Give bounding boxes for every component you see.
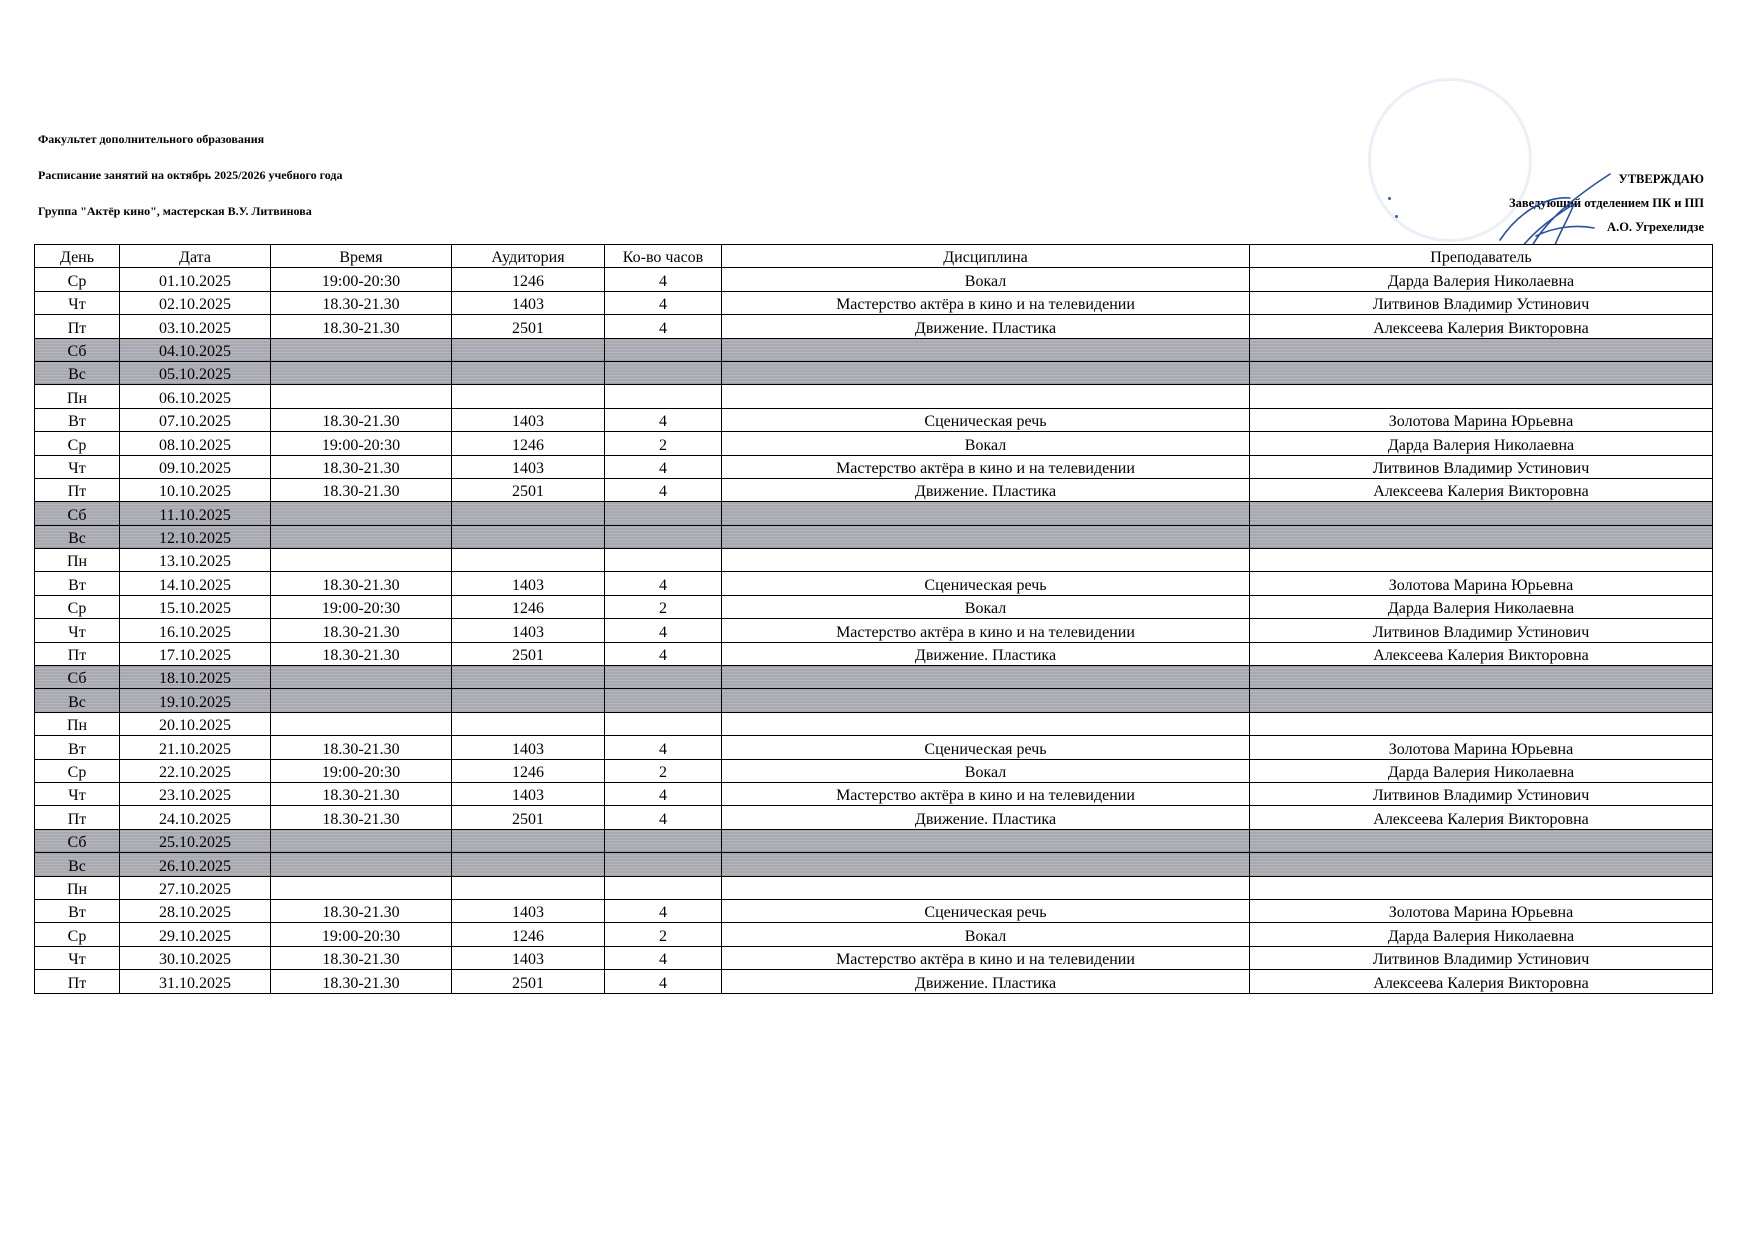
cell-room: 1403: [452, 291, 605, 314]
stamp-dot: [1395, 215, 1398, 218]
cell-room: 1246: [452, 268, 605, 291]
cell-time: 18.30-21.30: [271, 315, 452, 338]
table-row: [35, 361, 1713, 384]
cell-teacher: [1250, 853, 1713, 876]
cell-date: 01.10.2025: [120, 268, 271, 291]
cell-room: [452, 502, 605, 525]
cell-room: [452, 876, 605, 899]
cell-hours: 2: [605, 432, 722, 455]
cell-subject: Вокал: [722, 432, 1250, 455]
cell-date: 19.10.2025: [120, 689, 271, 712]
cell-hours: 4: [605, 946, 722, 969]
cell-hours: 4: [605, 642, 722, 665]
cell-day: Чт: [35, 619, 120, 642]
group-title: Группа "Актёр кино", мастерская В.У. Литвинова: [38, 204, 312, 218]
cell-teacher: Золотова Марина Юрьевна: [1250, 736, 1713, 759]
col-header-teacher: Преподаватель: [1250, 245, 1713, 268]
cell-time: [271, 385, 452, 408]
cell-teacher: Литвинов Владимир Устинович: [1250, 619, 1713, 642]
cell-subject: [722, 502, 1250, 525]
cell-date: 16.10.2025: [120, 619, 271, 642]
cell-room: 1403: [452, 408, 605, 431]
cell-date: 12.10.2025: [120, 525, 271, 548]
cell-hours: 4: [605, 291, 722, 314]
cell-room: 2501: [452, 970, 605, 993]
cell-hours: 2: [605, 595, 722, 618]
cell-hours: 4: [605, 970, 722, 993]
table-row: [35, 736, 1713, 759]
cell-date: 25.10.2025: [120, 829, 271, 852]
cell-room: 1403: [452, 572, 605, 595]
cell-teacher: [1250, 361, 1713, 384]
cell-teacher: Литвинов Владимир Устинович: [1250, 291, 1713, 314]
cell-teacher: Алексеева Калерия Викторовна: [1250, 315, 1713, 338]
cell-room: 1246: [452, 432, 605, 455]
cell-date: 27.10.2025: [120, 876, 271, 899]
cell-date: 03.10.2025: [120, 315, 271, 338]
cell-teacher: Дарда Валерия Николаевна: [1250, 595, 1713, 618]
cell-subject: Сценическая речь: [722, 408, 1250, 431]
cell-date: 07.10.2025: [120, 408, 271, 431]
cell-date: 30.10.2025: [120, 946, 271, 969]
cell-day: Чт: [35, 455, 120, 478]
cell-subject: [722, 338, 1250, 361]
cell-subject: Сценическая речь: [722, 899, 1250, 922]
cell-time: 19:00-20:30: [271, 268, 452, 291]
cell-time: [271, 689, 452, 712]
table-row: [35, 455, 1713, 478]
cell-time: 18.30-21.30: [271, 970, 452, 993]
schedule-body: [35, 268, 1713, 993]
cell-hours: 4: [605, 268, 722, 291]
cell-time: [271, 549, 452, 572]
cell-date: 23.10.2025: [120, 782, 271, 805]
table-row: [35, 291, 1713, 314]
cell-day: Пт: [35, 478, 120, 501]
cell-room: [452, 385, 605, 408]
cell-subject: Вокал: [722, 923, 1250, 946]
table-row: [35, 853, 1713, 876]
cell-teacher: [1250, 829, 1713, 852]
cell-teacher: Дарда Валерия Николаевна: [1250, 432, 1713, 455]
cell-day: Пт: [35, 642, 120, 665]
cell-subject: [722, 712, 1250, 735]
cell-date: 14.10.2025: [120, 572, 271, 595]
cell-day: Чт: [35, 291, 120, 314]
cell-date: 08.10.2025: [120, 432, 271, 455]
table-row: [35, 502, 1713, 525]
cell-day: Пт: [35, 315, 120, 338]
cell-time: [271, 525, 452, 548]
table-row: [35, 782, 1713, 805]
cell-time: [271, 338, 452, 361]
cell-hours: 4: [605, 782, 722, 805]
cell-time: [271, 853, 452, 876]
cell-date: 10.10.2025: [120, 478, 271, 501]
cell-teacher: Алексеева Калерия Викторовна: [1250, 970, 1713, 993]
cell-hours: [605, 712, 722, 735]
cell-subject: [722, 549, 1250, 572]
cell-time: 19:00-20:30: [271, 432, 452, 455]
cell-time: 18.30-21.30: [271, 455, 452, 478]
cell-room: [452, 712, 605, 735]
cell-date: 20.10.2025: [120, 712, 271, 735]
cell-time: 18.30-21.30: [271, 642, 452, 665]
cell-date: 09.10.2025: [120, 455, 271, 478]
cell-teacher: Алексеева Калерия Викторовна: [1250, 806, 1713, 829]
cell-hours: [605, 385, 722, 408]
cell-date: 05.10.2025: [120, 361, 271, 384]
cell-hours: [605, 666, 722, 689]
cell-room: [452, 689, 605, 712]
cell-hours: [605, 361, 722, 384]
approval-title: УТВЕРЖДАЮ: [1618, 172, 1704, 186]
table-row: [35, 876, 1713, 899]
cell-day: Пн: [35, 712, 120, 735]
cell-teacher: Золотова Марина Юрьевна: [1250, 899, 1713, 922]
table-row: [35, 572, 1713, 595]
cell-hours: 4: [605, 619, 722, 642]
table-row: [35, 478, 1713, 501]
cell-day: Пн: [35, 549, 120, 572]
cell-hours: [605, 525, 722, 548]
cell-hours: [605, 689, 722, 712]
cell-time: 18.30-21.30: [271, 736, 452, 759]
cell-day: Ср: [35, 923, 120, 946]
cell-teacher: [1250, 712, 1713, 735]
cell-subject: Движение. Пластика: [722, 642, 1250, 665]
cell-day: Пт: [35, 970, 120, 993]
table-row: [35, 385, 1713, 408]
stamp-dot: [1388, 197, 1391, 200]
cell-subject: Мастерство актёра в кино и на телевидении: [722, 782, 1250, 805]
cell-hours: 4: [605, 315, 722, 338]
cell-day: Чт: [35, 782, 120, 805]
cell-day: Ср: [35, 595, 120, 618]
cell-date: 21.10.2025: [120, 736, 271, 759]
cell-subject: Движение. Пластика: [722, 315, 1250, 338]
faculty-title: Факультет дополнительного образования: [38, 132, 265, 146]
cell-day: Сб: [35, 666, 120, 689]
cell-time: [271, 712, 452, 735]
cell-room: [452, 549, 605, 572]
table-row: [35, 899, 1713, 922]
cell-subject: [722, 689, 1250, 712]
table-row: [35, 315, 1713, 338]
table-row: [35, 712, 1713, 735]
cell-subject: Сценическая речь: [722, 572, 1250, 595]
cell-hours: 4: [605, 736, 722, 759]
table-row: [35, 432, 1713, 455]
cell-date: 31.10.2025: [120, 970, 271, 993]
cell-time: 19:00-20:30: [271, 759, 452, 782]
cell-room: 1403: [452, 782, 605, 805]
cell-room: 1246: [452, 595, 605, 618]
cell-time: 18.30-21.30: [271, 291, 452, 314]
cell-teacher: Золотова Марина Юрьевна: [1250, 572, 1713, 595]
cell-teacher: Дарда Валерия Николаевна: [1250, 268, 1713, 291]
table-row: [35, 338, 1713, 361]
cell-teacher: Золотова Марина Юрьевна: [1250, 408, 1713, 431]
cell-room: 1403: [452, 619, 605, 642]
cell-date: 06.10.2025: [120, 385, 271, 408]
cell-date: 28.10.2025: [120, 899, 271, 922]
cell-date: 11.10.2025: [120, 502, 271, 525]
cell-teacher: Дарда Валерия Николаевна: [1250, 923, 1713, 946]
cell-hours: [605, 829, 722, 852]
cell-teacher: [1250, 385, 1713, 408]
table-row: [35, 642, 1713, 665]
cell-date: 22.10.2025: [120, 759, 271, 782]
cell-day: Вс: [35, 689, 120, 712]
cell-teacher: [1250, 338, 1713, 361]
cell-time: 18.30-21.30: [271, 806, 452, 829]
table-row: [35, 619, 1713, 642]
cell-teacher: [1250, 525, 1713, 548]
cell-time: 18.30-21.30: [271, 572, 452, 595]
cell-hours: [605, 876, 722, 899]
cell-teacher: Литвинов Владимир Устинович: [1250, 946, 1713, 969]
cell-hours: [605, 338, 722, 361]
cell-hours: [605, 853, 722, 876]
schedule-title: Расписание занятий на октябрь 2025/2026 учебного года: [38, 168, 343, 182]
cell-day: Вт: [35, 736, 120, 759]
cell-time: 19:00-20:30: [271, 923, 452, 946]
cell-time: [271, 829, 452, 852]
table-row: [35, 408, 1713, 431]
cell-time: 18.30-21.30: [271, 899, 452, 922]
cell-subject: Движение. Пластика: [722, 806, 1250, 829]
cell-room: [452, 853, 605, 876]
table-row: [35, 525, 1713, 548]
col-header-room: Аудитория: [452, 245, 605, 268]
table-row: [35, 946, 1713, 969]
cell-teacher: [1250, 666, 1713, 689]
cell-teacher: [1250, 502, 1713, 525]
cell-teacher: Литвинов Владимир Устинович: [1250, 782, 1713, 805]
cell-time: 18.30-21.30: [271, 946, 452, 969]
cell-room: 2501: [452, 315, 605, 338]
cell-room: 1403: [452, 736, 605, 759]
approval-name: А.О. Угрехелидзе: [1607, 220, 1704, 234]
cell-day: Пн: [35, 385, 120, 408]
cell-hours: 2: [605, 923, 722, 946]
cell-day: Сб: [35, 829, 120, 852]
cell-time: [271, 361, 452, 384]
cell-day: Пт: [35, 806, 120, 829]
table-row: [35, 666, 1713, 689]
cell-date: 29.10.2025: [120, 923, 271, 946]
cell-hours: 4: [605, 899, 722, 922]
cell-subject: Движение. Пластика: [722, 478, 1250, 501]
cell-room: 1246: [452, 759, 605, 782]
cell-room: 1403: [452, 899, 605, 922]
cell-teacher: Дарда Валерия Николаевна: [1250, 759, 1713, 782]
cell-room: [452, 829, 605, 852]
cell-day: Вт: [35, 572, 120, 595]
cell-teacher: Алексеева Калерия Викторовна: [1250, 642, 1713, 665]
cell-date: 17.10.2025: [120, 642, 271, 665]
cell-hours: 4: [605, 478, 722, 501]
cell-day: Ср: [35, 432, 120, 455]
table-row: [35, 829, 1713, 852]
cell-teacher: Алексеева Калерия Викторовна: [1250, 478, 1713, 501]
cell-date: 24.10.2025: [120, 806, 271, 829]
table-row: [35, 806, 1713, 829]
cell-room: 1403: [452, 946, 605, 969]
cell-subject: Вокал: [722, 759, 1250, 782]
table-header-row: [35, 245, 1713, 268]
cell-day: Вт: [35, 899, 120, 922]
cell-hours: [605, 502, 722, 525]
cell-day: Вс: [35, 853, 120, 876]
cell-room: [452, 666, 605, 689]
table-row: [35, 689, 1713, 712]
cell-room: 2501: [452, 478, 605, 501]
cell-date: 18.10.2025: [120, 666, 271, 689]
cell-room: [452, 338, 605, 361]
cell-subject: Движение. Пластика: [722, 970, 1250, 993]
cell-subject: Мастерство актёра в кино и на телевидении: [722, 946, 1250, 969]
cell-time: 19:00-20:30: [271, 595, 452, 618]
cell-date: 15.10.2025: [120, 595, 271, 618]
cell-day: Ср: [35, 759, 120, 782]
cell-subject: [722, 666, 1250, 689]
cell-teacher: [1250, 876, 1713, 899]
cell-date: 13.10.2025: [120, 549, 271, 572]
cell-time: [271, 502, 452, 525]
cell-subject: [722, 361, 1250, 384]
cell-room: 1403: [452, 455, 605, 478]
schedule-table: [34, 244, 1713, 994]
cell-time: 18.30-21.30: [271, 782, 452, 805]
cell-time: [271, 666, 452, 689]
table-row: [35, 923, 1713, 946]
cell-teacher: [1250, 549, 1713, 572]
cell-date: 26.10.2025: [120, 853, 271, 876]
cell-day: Пн: [35, 876, 120, 899]
cell-time: 18.30-21.30: [271, 478, 452, 501]
cell-subject: Мастерство актёра в кино и на телевидении: [722, 619, 1250, 642]
approval-position: Заведующий отделением ПК и ПП: [1509, 196, 1704, 210]
col-header-time: Время: [271, 245, 452, 268]
cell-time: [271, 876, 452, 899]
table-row: [35, 595, 1713, 618]
cell-time: 18.30-21.30: [271, 619, 452, 642]
col-header-date: Дата: [120, 245, 271, 268]
cell-room: [452, 361, 605, 384]
table-row: [35, 549, 1713, 572]
cell-hours: 2: [605, 759, 722, 782]
cell-room: [452, 525, 605, 548]
cell-subject: [722, 876, 1250, 899]
cell-room: 2501: [452, 642, 605, 665]
cell-room: 2501: [452, 806, 605, 829]
table-row: [35, 759, 1713, 782]
col-header-subject: Дисциплина: [722, 245, 1250, 268]
cell-room: 1246: [452, 923, 605, 946]
table-row: [35, 268, 1713, 291]
cell-subject: [722, 829, 1250, 852]
cell-hours: 4: [605, 455, 722, 478]
cell-date: 04.10.2025: [120, 338, 271, 361]
cell-subject: [722, 525, 1250, 548]
cell-day: Чт: [35, 946, 120, 969]
cell-teacher: [1250, 689, 1713, 712]
cell-time: 18.30-21.30: [271, 408, 452, 431]
cell-subject: [722, 385, 1250, 408]
cell-date: 02.10.2025: [120, 291, 271, 314]
cell-subject: Сценическая речь: [722, 736, 1250, 759]
cell-hours: 4: [605, 408, 722, 431]
col-header-day: День: [35, 245, 120, 268]
cell-subject: [722, 853, 1250, 876]
cell-day: Сб: [35, 502, 120, 525]
cell-teacher: Литвинов Владимир Устинович: [1250, 455, 1713, 478]
cell-subject: Мастерство актёра в кино и на телевидении: [722, 455, 1250, 478]
cell-day: Сб: [35, 338, 120, 361]
table-row: [35, 970, 1713, 993]
cell-day: Вс: [35, 525, 120, 548]
col-header-hours: Ко-во часов: [605, 245, 722, 268]
cell-subject: Вокал: [722, 268, 1250, 291]
cell-subject: Мастерство актёра в кино и на телевидении: [722, 291, 1250, 314]
cell-hours: 4: [605, 572, 722, 595]
cell-hours: 4: [605, 806, 722, 829]
cell-day: Ср: [35, 268, 120, 291]
cell-subject: Вокал: [722, 595, 1250, 618]
cell-hours: [605, 549, 722, 572]
cell-day: Вт: [35, 408, 120, 431]
cell-day: Вс: [35, 361, 120, 384]
